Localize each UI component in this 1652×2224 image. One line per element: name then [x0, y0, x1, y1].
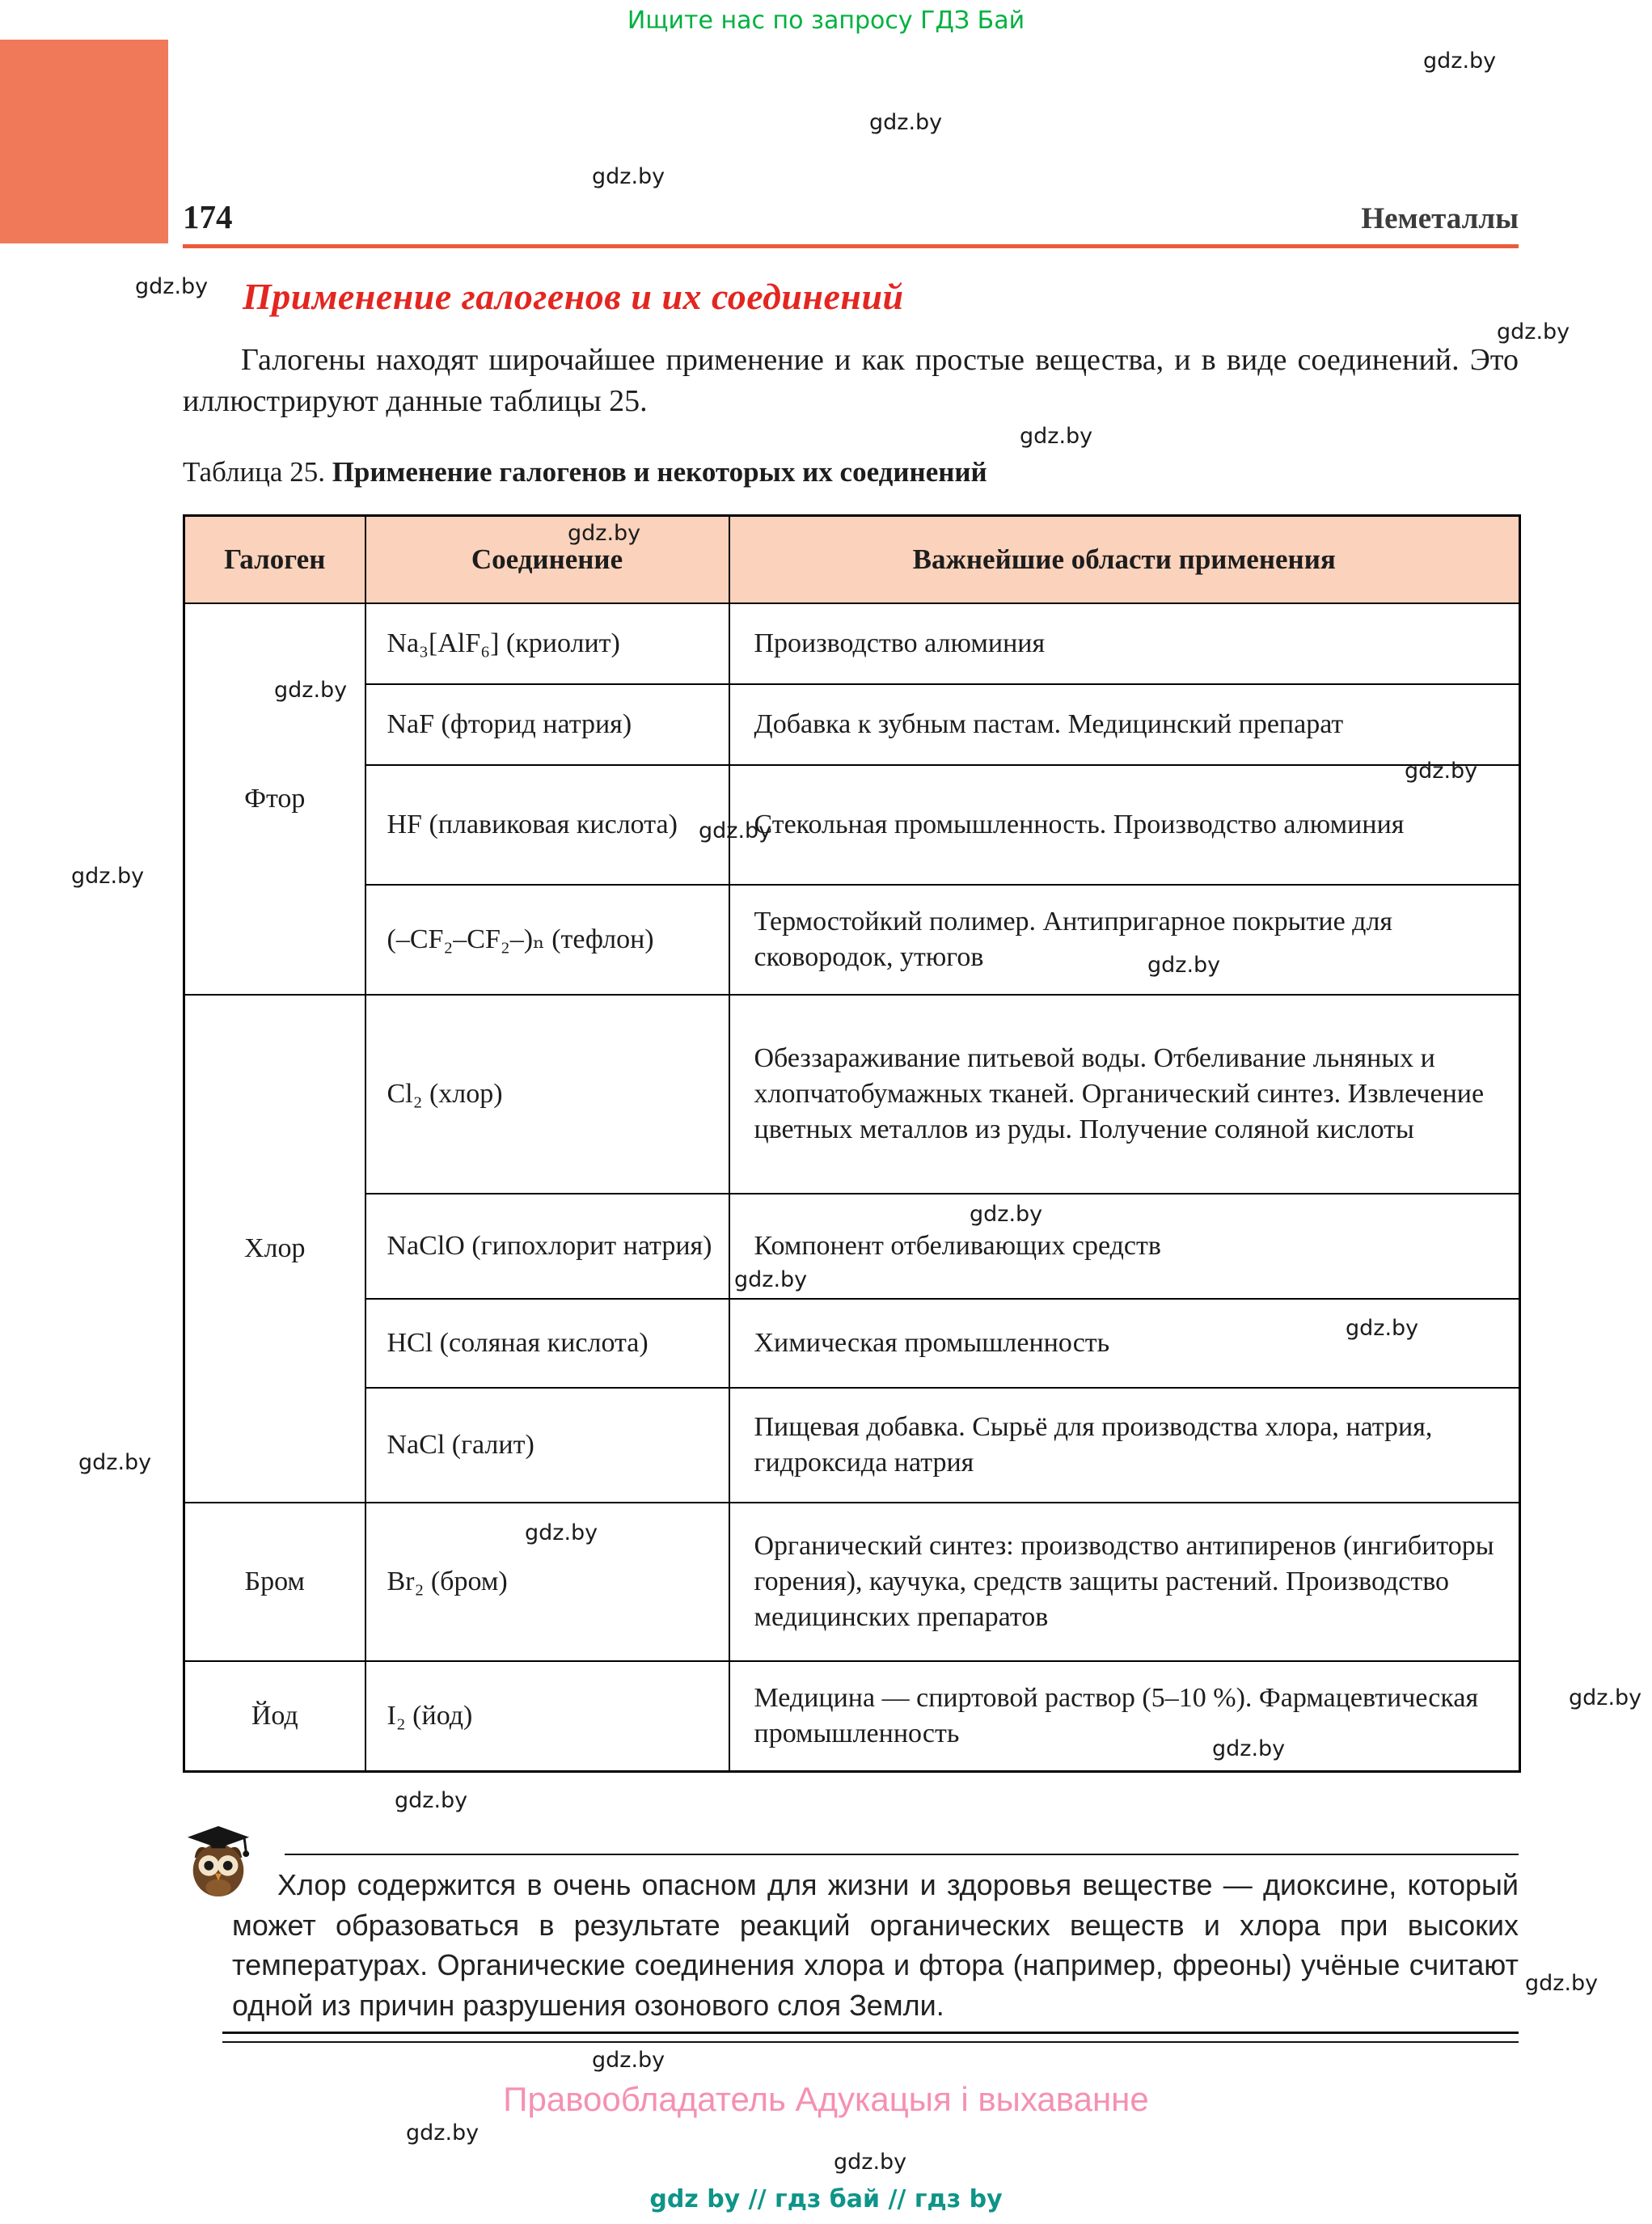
gdz-watermark: gdz.by	[1020, 424, 1093, 449]
table-row	[184, 765, 1520, 885]
table-header-row	[184, 516, 1520, 604]
gdz-watermark: gdz.by	[734, 1267, 808, 1292]
gdz-watermark: gdz.by	[274, 678, 348, 703]
table-row	[184, 603, 1520, 684]
gdz-watermark: gdz.by	[1569, 1685, 1642, 1710]
halogen-applications-table	[183, 514, 1521, 1773]
halogen-cell: Бром	[184, 1503, 365, 1661]
use-cell: Добавка к зубным пастам. Медицинский препарат	[729, 684, 1520, 765]
copyright-notice: Правообладатель Адукацыя і выхаванне	[503, 2080, 1149, 2118]
gdz-watermark: gdz.by	[525, 1520, 598, 1545]
gdz-watermark: gdz.by	[1497, 319, 1570, 345]
column-header-halogen: Галоген	[184, 516, 365, 604]
halogen-cell: Хлор	[184, 995, 365, 1503]
gdz-watermark: gdz.by	[869, 110, 943, 135]
gdz-watermark: gdz.by	[395, 1788, 468, 1813]
compound-cell: Cl₂ (хлор)	[365, 995, 729, 1194]
compound-cell: NaClO (гипохлорит натрия)	[365, 1194, 729, 1299]
gdz-watermark: gdz.by	[135, 274, 209, 299]
halogen-cell: Йод	[184, 1661, 365, 1771]
halogen-cell: Фтор	[184, 603, 365, 995]
compound-cell: NaF (фторид натрия)	[365, 684, 729, 765]
use-cell: Химическая промышленность	[729, 1299, 1520, 1388]
gdz-watermark: gdz.by	[970, 1202, 1043, 1227]
compound-cell: (–CF₂–CF₂–)ₙ (тефлон)	[365, 885, 729, 995]
table-row	[184, 1194, 1520, 1299]
table-row	[184, 684, 1520, 765]
table-row	[184, 1661, 1520, 1771]
table-row	[184, 1299, 1520, 1388]
note-bottom-rule	[222, 2032, 1519, 2034]
compound-cell: HCl (соляная кислота)	[365, 1299, 729, 1388]
gdz-watermark: gdz.by	[699, 818, 772, 844]
header-rule	[183, 244, 1519, 248]
use-cell: Пищевая добавка. Сырьё для производства хлора, натрия, гидроксида натрия	[729, 1388, 1520, 1503]
table-caption-prefix: Таблица 25.	[183, 456, 325, 488]
gdz-watermark: gdz.by	[1212, 1736, 1286, 1761]
footer-links[interactable]: gdz by // гдз бай // гдз by	[649, 2185, 1003, 2213]
use-cell: Медицина — спиртовой раствор (5–10 %). Фармацевтическая промышленность	[729, 1661, 1520, 1771]
table-row	[184, 885, 1520, 995]
gdz-watermark: gdz.by	[1346, 1316, 1419, 1341]
note-top-rule	[285, 1854, 1519, 1855]
compound-cell: I₂ (йод)	[365, 1661, 729, 1771]
table-row	[184, 1388, 1520, 1503]
table-caption	[183, 456, 987, 488]
gdz-watermark: gdz.by	[568, 521, 641, 546]
gdz-watermark: gdz.by	[1525, 1971, 1599, 1996]
page-header	[183, 197, 1519, 236]
use-cell: Стекольная промышленность. Производство алюминия	[729, 765, 1520, 885]
chapter-heading: Применение галогенов и их соединений	[243, 276, 904, 317]
section-title: Неметаллы	[1361, 202, 1519, 235]
gdz-watermark: gdz.by	[406, 2120, 480, 2146]
gdz-watermark: gdz.by	[1147, 953, 1221, 978]
use-cell: Компонент отбеливающих средств	[729, 1194, 1520, 1299]
compound-cell: NaCl (галит)	[365, 1388, 729, 1503]
column-header-applications: Важнейшие области применения	[729, 516, 1520, 604]
column-header-compound: Соединение	[365, 516, 729, 604]
compound-cell: Na₃[AlF₆] (криолит)	[365, 603, 729, 684]
page-number: 174	[183, 198, 233, 235]
compound-cell: HF (плавиковая кислота)	[365, 765, 729, 885]
gdz-watermark: gdz.by	[71, 864, 145, 889]
note-text: Хлор содержится в очень опасном для жизни и здоровья веществе — диоксине, который может образоваться в результате реакций органических веществ и хлора при высоких температурах. Органические соединения хлора и фтора (например, фреоны) учёные считают одной из причин разрушения озонового слоя Земли.	[232, 1868, 1519, 2023]
table-caption-title: Применение галогенов и некоторых их соединений	[332, 456, 987, 488]
use-cell: Органический синтез: производство антипиренов (ингибиторы горения), каучука, средств защиты растений. Производство медицинских препаратов	[729, 1503, 1520, 1661]
gdz-watermark: gdz.by	[592, 164, 665, 189]
use-cell: Производство алюминия	[729, 603, 1520, 684]
corner-decoration	[0, 40, 168, 243]
gdz-watermark: gdz.by	[1405, 759, 1478, 784]
intro-paragraph: Галогены находят широчайшее применение и как простые вещества, и в виде соединений. Это иллюстрируют данные таблицы 25.	[183, 343, 1519, 418]
compound-cell: Br₂ (бром)	[365, 1503, 729, 1661]
table-row	[184, 995, 1520, 1194]
gdz-watermark: gdz.by	[1423, 49, 1497, 74]
table-row	[184, 1503, 1520, 1661]
use-cell: Обеззараживание питьевой воды. Отбеливание льняных и хлопчатобумажных тканей. Органический синтез. Извлечение цветных металлов из руды. Получение соляной кислоты	[729, 995, 1520, 1194]
note-bottom-rule-2	[222, 2041, 1519, 2043]
use-cell: Термостойкий полимер. Антипригарное покрытие для сковородок, утюгов	[729, 885, 1520, 995]
gdz-watermark: gdz.by	[834, 2150, 907, 2175]
gdz-watermark: gdz.by	[78, 1450, 152, 1475]
search-promo-banner: Ищите нас по запросу ГДЗ Бай	[627, 6, 1025, 35]
gdz-watermark: gdz.by	[592, 2048, 665, 2073]
